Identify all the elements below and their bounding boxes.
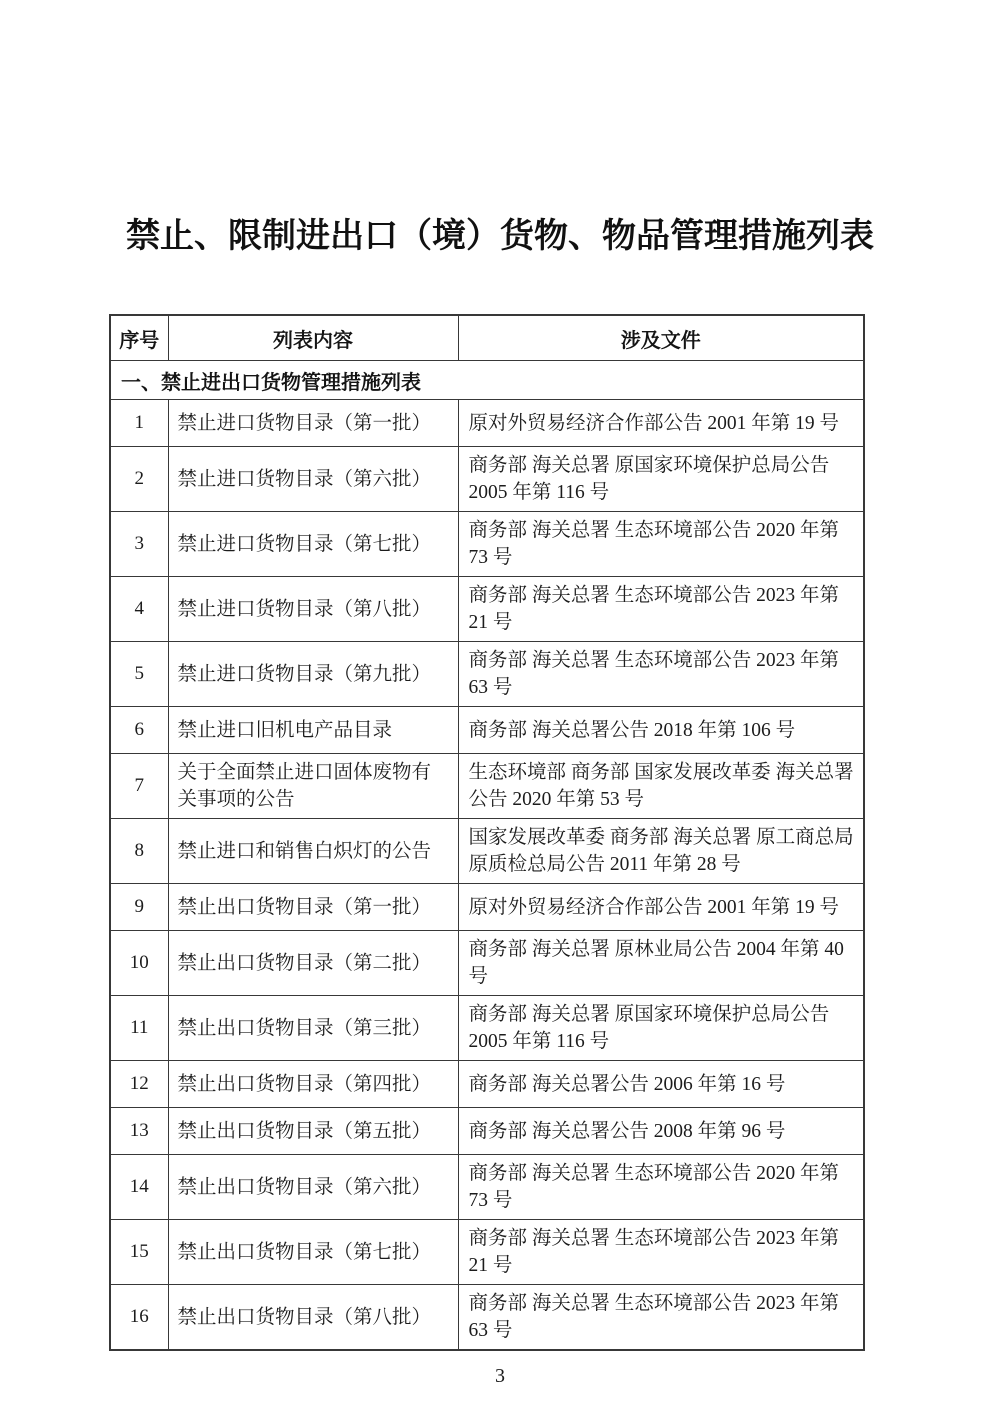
- row-content: 禁止进口和销售白炽灯的公告: [168, 819, 458, 884]
- row-number: 10: [110, 931, 168, 996]
- row-number: 3: [110, 512, 168, 577]
- row-number: 14: [110, 1155, 168, 1220]
- row-content: 禁止进口货物目录（第一批）: [168, 400, 458, 447]
- table-header-row: [110, 315, 864, 361]
- row-document: 商务部 海关总署 生态环境部公告 2020 年第 73 号: [458, 1155, 864, 1220]
- row-content: 禁止出口货物目录（第一批）: [168, 884, 458, 931]
- section-title: 一、禁止进出口货物管理措施列表: [110, 361, 864, 400]
- measures-table: [109, 314, 865, 1351]
- row-document: 商务部 海关总署 生态环境部公告 2023 年第 21 号: [458, 1220, 864, 1285]
- row-number: 4: [110, 577, 168, 642]
- row-content: 禁止出口货物目录（第二批）: [168, 931, 458, 996]
- row-number: 8: [110, 819, 168, 884]
- table-row: [110, 931, 864, 996]
- column-header-content: 列表内容: [168, 315, 458, 361]
- row-number: 6: [110, 707, 168, 754]
- row-document: 商务部 海关总署 生态环境部公告 2023 年第 63 号: [458, 642, 864, 707]
- table-row: [110, 1220, 864, 1285]
- row-document: 商务部 海关总署公告 2008 年第 96 号: [458, 1108, 864, 1155]
- section-header-row: [110, 361, 864, 400]
- row-number: 13: [110, 1108, 168, 1155]
- table-row: [110, 400, 864, 447]
- column-header-no: 序号: [110, 315, 168, 361]
- row-number: 9: [110, 884, 168, 931]
- row-document: 原对外贸易经济合作部公告 2001 年第 19 号: [458, 400, 864, 447]
- row-document: 商务部 海关总署 生态环境部公告 2023 年第 21 号: [458, 577, 864, 642]
- row-content: 禁止进口旧机电产品目录: [168, 707, 458, 754]
- row-document: 商务部 海关总署 生态环境部公告 2020 年第 73 号: [458, 512, 864, 577]
- row-document: 商务部 海关总署 原国家环境保护总局公告 2005 年第 116 号: [458, 447, 864, 512]
- row-content: 禁止出口货物目录（第三批）: [168, 996, 458, 1061]
- table-row: [110, 884, 864, 931]
- table-row: [110, 1285, 864, 1351]
- row-content: 禁止进口货物目录（第六批）: [168, 447, 458, 512]
- table-row: [110, 707, 864, 754]
- table-row: [110, 577, 864, 642]
- table-row: [110, 1108, 864, 1155]
- table-row: [110, 819, 864, 884]
- row-document: 商务部 海关总署 生态环境部公告 2023 年第 63 号: [458, 1285, 864, 1351]
- page-title: 禁止、限制进出口（境）货物、物品管理措施列表: [126, 218, 874, 255]
- row-content: 禁止进口货物目录（第九批）: [168, 642, 458, 707]
- row-number: 5: [110, 642, 168, 707]
- row-content: 禁止出口货物目录（第七批）: [168, 1220, 458, 1285]
- row-content: 禁止进口货物目录（第七批）: [168, 512, 458, 577]
- table-row: [110, 1155, 864, 1220]
- row-content: 禁止出口货物目录（第四批）: [168, 1061, 458, 1108]
- row-content: 关于全面禁止进口固体废物有关事项的公告: [168, 754, 458, 819]
- row-document: 商务部 海关总署公告 2006 年第 16 号: [458, 1061, 864, 1108]
- row-content: 禁止出口货物目录（第五批）: [168, 1108, 458, 1155]
- page-number: 3: [495, 1365, 505, 1387]
- table-row: [110, 754, 864, 819]
- table-row: [110, 996, 864, 1061]
- row-content: 禁止出口货物目录（第八批）: [168, 1285, 458, 1351]
- row-document: 商务部 海关总署 原国家环境保护总局公告 2005 年第 116 号: [458, 996, 864, 1061]
- row-document: 商务部 海关总署公告 2018 年第 106 号: [458, 707, 864, 754]
- row-number: 1: [110, 400, 168, 447]
- row-document: 商务部 海关总署 原林业局公告 2004 年第 40 号: [458, 931, 864, 996]
- row-number: 2: [110, 447, 168, 512]
- row-number: 11: [110, 996, 168, 1061]
- table-row: [110, 642, 864, 707]
- table-row: [110, 1061, 864, 1108]
- row-document: 生态环境部 商务部 国家发展改革委 海关总署公告 2020 年第 53 号: [458, 754, 864, 819]
- row-content: 禁止进口货物目录（第八批）: [168, 577, 458, 642]
- row-content: 禁止出口货物目录（第六批）: [168, 1155, 458, 1220]
- row-document: 原对外贸易经济合作部公告 2001 年第 19 号: [458, 884, 864, 931]
- row-document: 国家发展改革委 商务部 海关总署 原工商总局 原质检总局公告 2011 年第 28 号: [458, 819, 864, 884]
- row-number: 7: [110, 754, 168, 819]
- table-row: [110, 512, 864, 577]
- column-header-documents: 涉及文件: [458, 315, 864, 361]
- row-number: 15: [110, 1220, 168, 1285]
- row-number: 16: [110, 1285, 168, 1351]
- row-number: 12: [110, 1061, 168, 1108]
- table-row: [110, 447, 864, 512]
